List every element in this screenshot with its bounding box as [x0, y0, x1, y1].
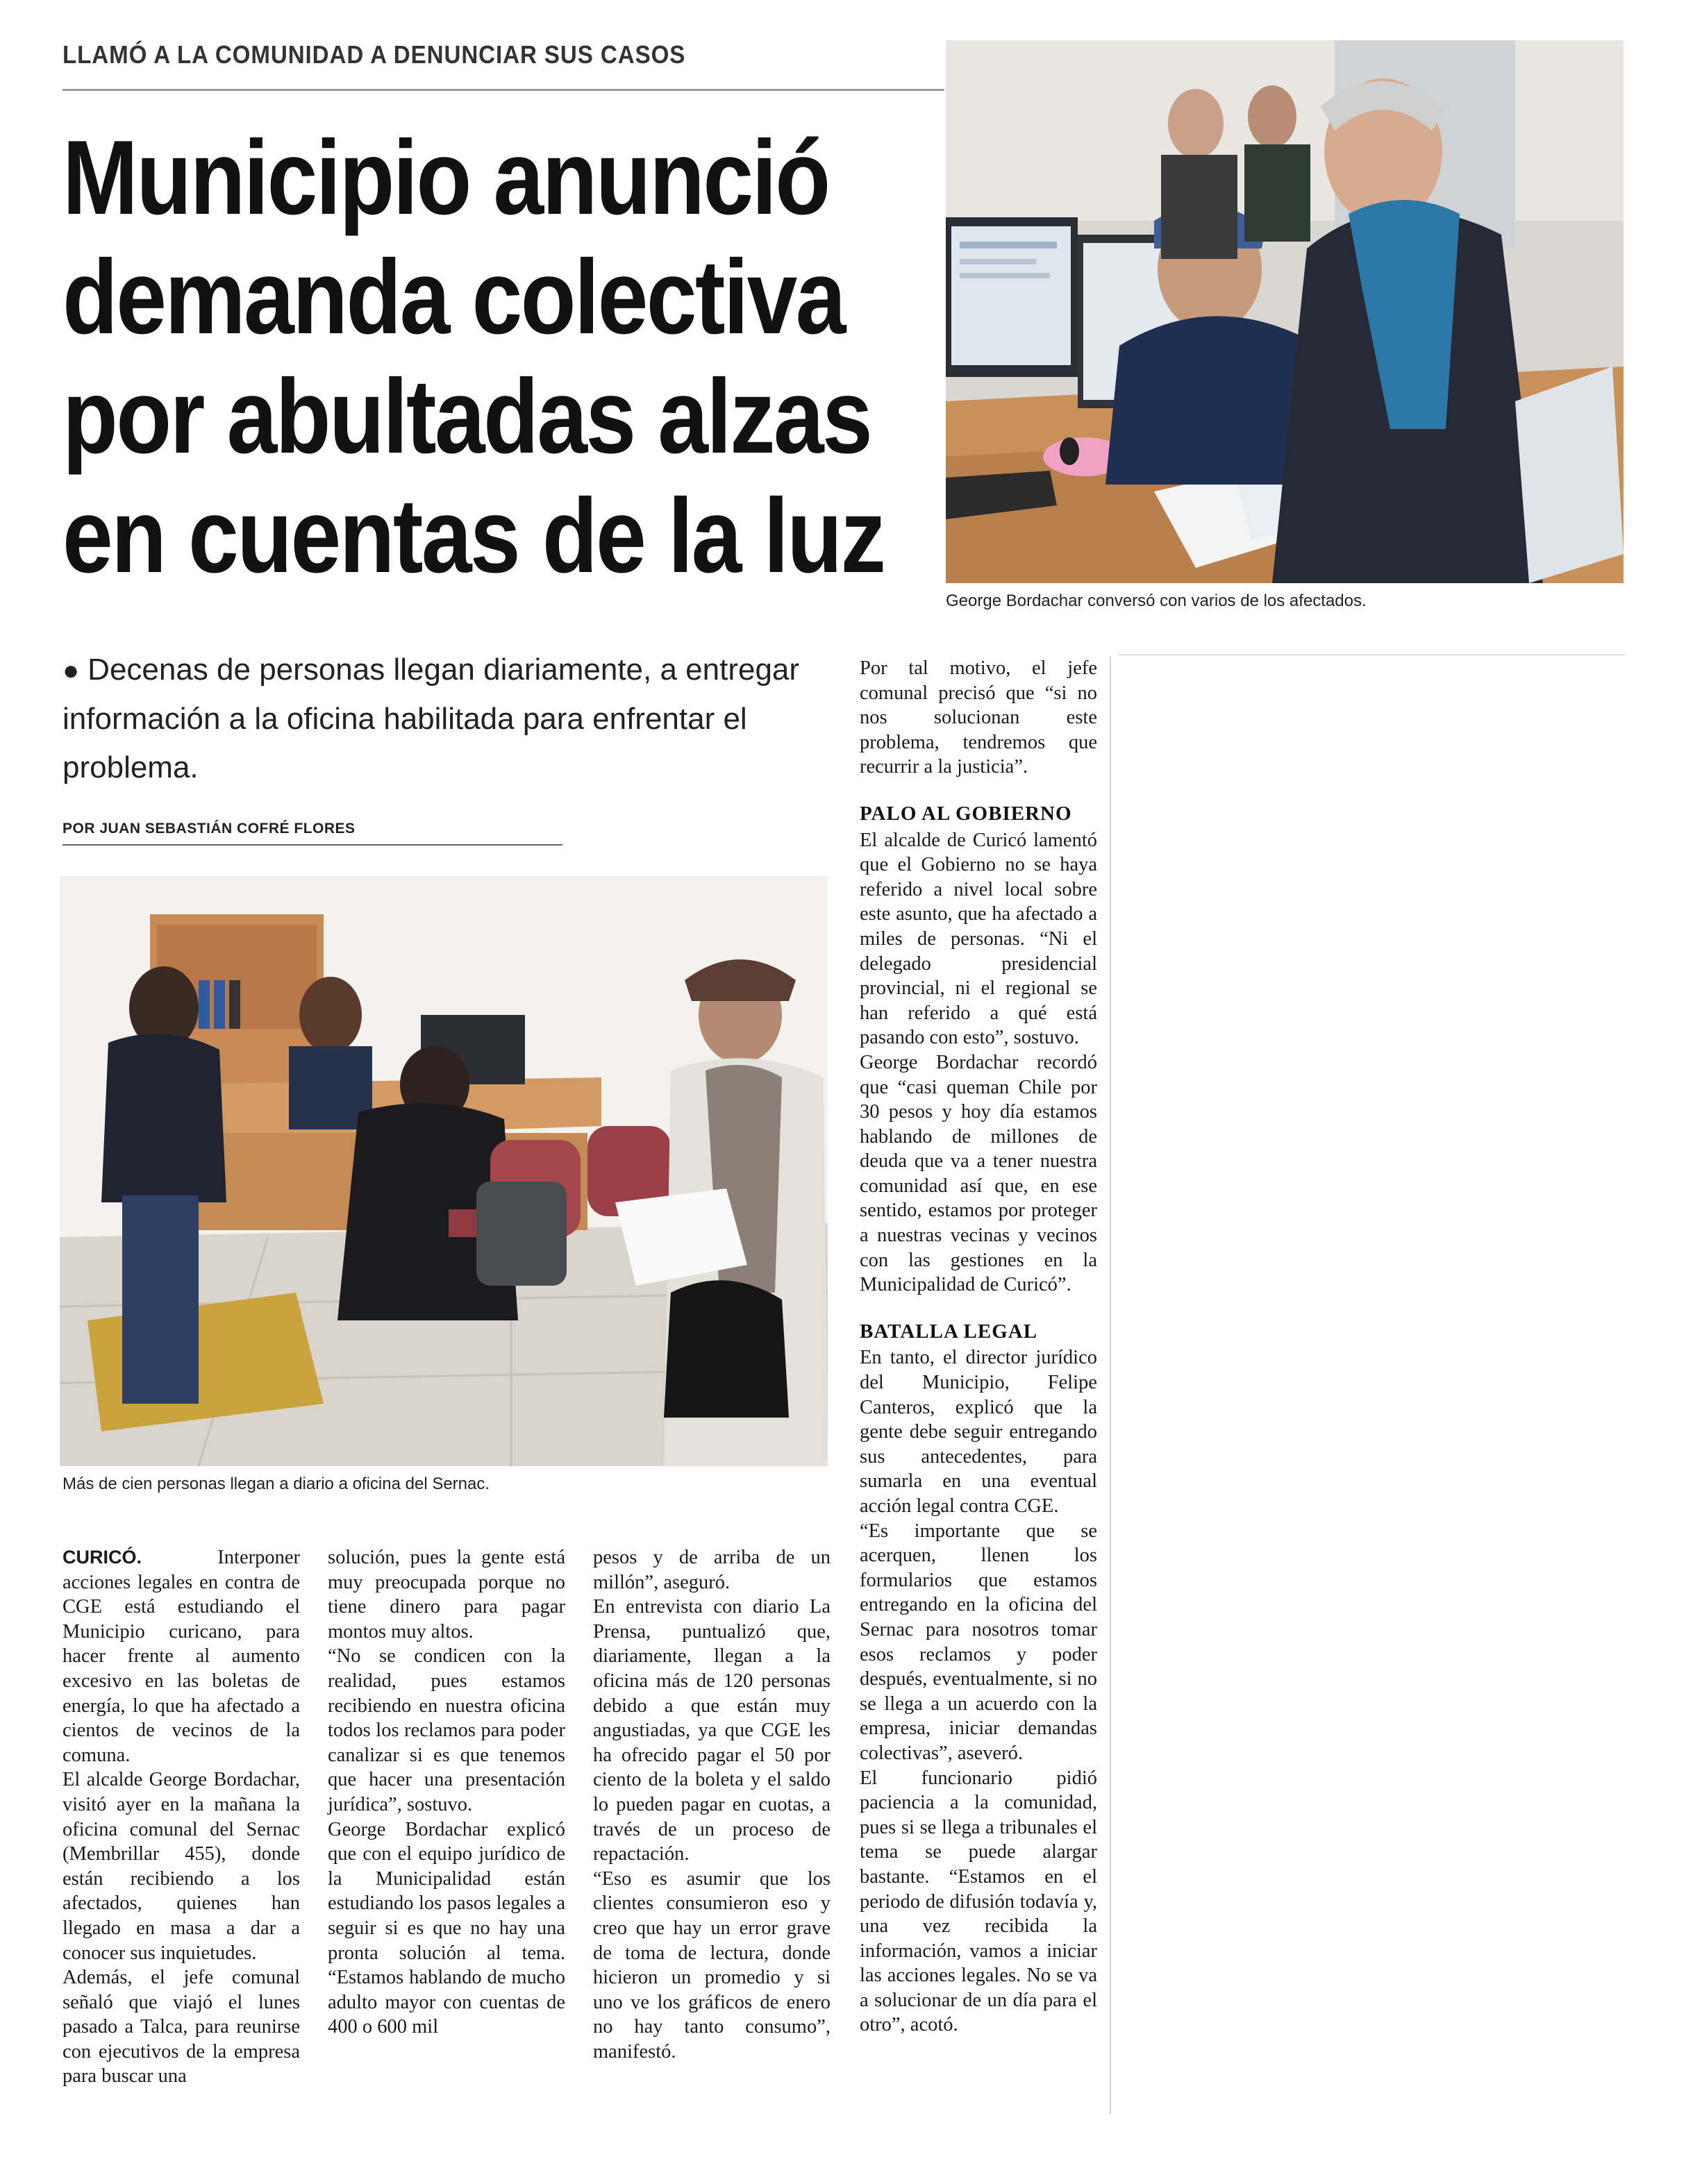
paragraph: Por tal motivo, el jefe comunal precisó que “si no nos solucionan este problema, tendremos que recurrir a la justicia”.	[860, 657, 1097, 778]
body-column-1	[62, 1545, 300, 2089]
paragraph: “Eso es asumir que los clientes consumieron eso y creo que hay un error grave de toma de lectura, donde hicieron un promedio y si uno ve los gráficos de enero no hay tanto consumo”, manifestó.	[593, 1867, 831, 2063]
paragraph: El alcalde George Bordachar, visitó ayer en la mañana la oficina comunal del Sernac (Membrillar 455), donde están recibiendo a los afectados, quienes han llegado en masa a dar a conocer sus inquietudes.	[62, 1769, 300, 1964]
bullet-icon: ●	[62, 655, 80, 686]
body-column-3	[593, 1545, 831, 2064]
paragraph: solución, pues la gente está muy preocupada porque no tiene dinero para pagar montos muy altos.	[328, 1547, 565, 1643]
office-photo-caption: Más de cien personas llegan a diario a oficina del Sernac.	[62, 1475, 490, 1493]
headline	[62, 118, 885, 596]
headline-line-4: en cuentas de la luz	[62, 477, 885, 595]
kicker-rule	[62, 89, 944, 91]
headline-line-1: Municipio anunció	[62, 119, 829, 237]
office-photo-image	[60, 876, 828, 1466]
top-photo-image	[946, 40, 1624, 583]
paragraph: En tanto, el director jurídico del Municipio, Felipe Canteros, explicó que la gente debe seguir entregando sus antecedentes, para sumarla en una eventual acción legal contra CGE.	[860, 1347, 1097, 1517]
paragraph: Además, el jefe comunal señaló que viajó el lunes pasado a Talca, para reunirse con ejecutivos de la empresa para buscar una	[62, 1967, 300, 2088]
office-photo	[60, 876, 828, 1466]
paragraph: El alcalde de Curicó lamentó que el Gobierno no se haya referido a nivel local sobre este asunto, que ha afectado a miles de personas. “Ni el delegado presidencial provincial, ni el regional se han referido a qué está pasando con esto”, sostuvo.	[860, 829, 1097, 1049]
lead-text: Decenas de personas llegan diariamente, a entregar información a la oficina habilitada para enfrentar el problema.	[62, 653, 800, 784]
paragraph: En entrevista con diario La Prensa, puntualizó que, diariamente, llegan a la oficina más de 120 personas debido a que están muy angustiadas, ya que CGE les ha ofrecido pagar el 50 por ciento de la boleta y el saldo lo pueden pagar en cuotas, a través de un proceso de repactación.	[593, 1596, 831, 1865]
body-column-2	[328, 1545, 565, 2040]
paragraph: pesos y de arriba de un millón”, aseguró.	[593, 1547, 831, 1593]
headline-line-3: por abultadas alzas	[62, 358, 871, 476]
paragraph	[62, 1545, 300, 1767]
column-divider	[1110, 656, 1111, 2114]
paragraph: El funcionario pidió paciencia a la comunidad, pues si se llega a tribunales el tema se puede alargar bastante. “Estamos en el periodo de difusión todavía y, una vez recibida la información, vamos a iniciar las acciones legales. No se va a solucionar de un día para el otro”, acotó.	[860, 1767, 1097, 2036]
body-column-4	[860, 656, 1097, 2038]
top-photo-caption: George Bordachar conversó con varios de los afectados.	[946, 591, 1367, 610]
dateline: CURICÓ.	[62, 1547, 142, 1568]
kicker: LLAMÓ A LA COMUNIDAD A DENUNCIAR SUS CASOS	[62, 40, 686, 69]
paragraph: George Bordachar explicó que con el equipo jurídico de la Municipalidad están estudiando los pasos legales a seguir si es que no hay una pronta solución al tema. “Estamos hablando de mucho adulto mayor con cuentas de 400 o 600 mil	[328, 1818, 565, 2038]
paragraph: “Es importante que se acerquen, llenen los formularios que estamos entregando en la oficina del Sernac para nosotros tomar esos reclamos y poder después, eventualmente, si no se llega a un acuerdo con la empresa, iniciar demandas colectivas”, aseveró.	[860, 1520, 1097, 1764]
paragraph-text: Interponer acciones legales en contra de CGE está estudiando el Municipio curicano, para hacer frente al aumento excesivo en las boletas de energía, lo que ha afectado a cientos de vecinos de la comuna.	[62, 1547, 300, 1766]
top-photo	[946, 40, 1624, 583]
byline: POR JUAN SEBASTIÁN COFRÉ FLORES	[62, 821, 562, 846]
paragraph: “No se condicen con la realidad, pues estamos recibiendo en nuestra oficina todos los reclamos para poder canalizar si es que tenemos que hacer una presentación jurídica”, sostuvo.	[328, 1645, 565, 1815]
paragraph: George Bordachar recordó que “casi queman Chile por 30 pesos y hoy día estamos hablando de millones de deuda que va a tener nuestra comunidad así que, en ese sentido, estamos por proteger a nuestras vecinas y vecinos con las gestiones en la Municipalidad de Curicó”.	[860, 1051, 1097, 1296]
section-heading-batalla-legal: BATALLA LEGAL	[860, 1320, 1038, 1343]
section-heading-palo-al-gobierno: PALO AL GOBIERNO	[860, 802, 1072, 825]
lead	[62, 646, 826, 792]
top-divider	[1118, 654, 1625, 655]
headline-line-2: demanda colectiva	[62, 238, 844, 356]
